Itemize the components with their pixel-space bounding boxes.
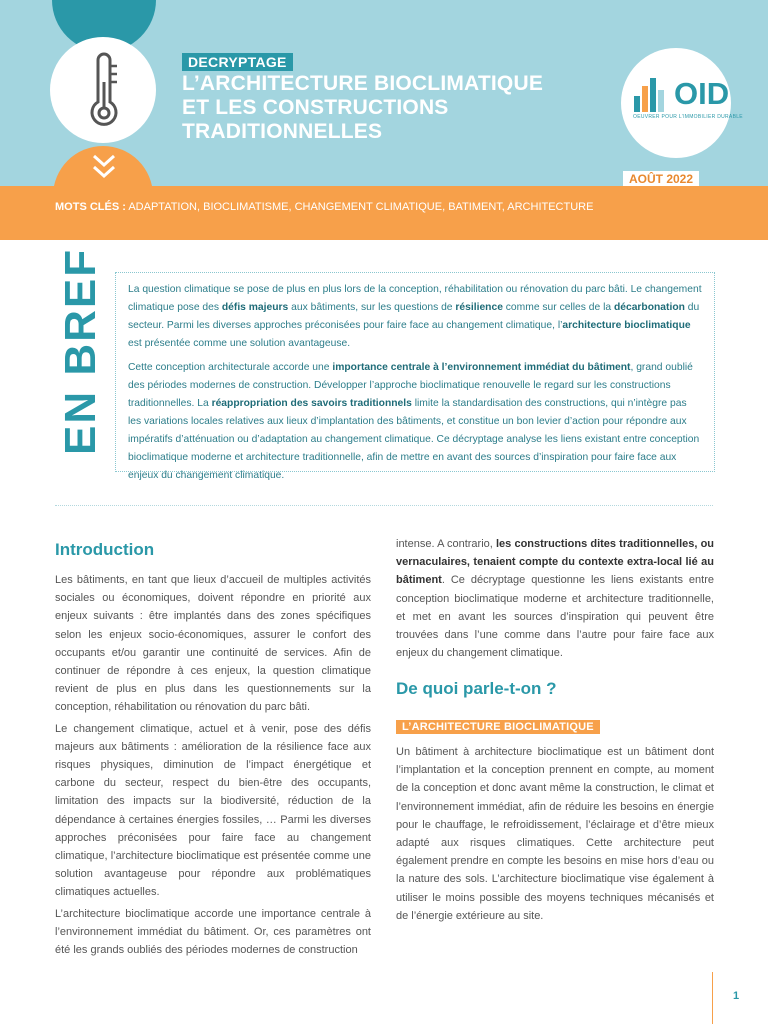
paragraph: Le changement climatique, actuel et à venir, pose des défis majeurs aux bâtiments : amélioration de la résilience face aux risques physiques, diminution de l’impact énergétique et carbone du secteur, respect du bien-être des occupants, limitation des impacts sur la biodiversité, réduction de la dépendance à certaines énergies fossiles, … Parmi les diverses approches préconisées pour faire face au changement climatique, l’architecture bioclimatique est présentée comme une solution avantageuse pour répondre aux problématiques climatiques actuelles. xyxy=(55,722,371,899)
title-line: L’ARCHITECTURE BIOCLIMATIQUE xyxy=(182,72,544,95)
emphasis-text: importance centrale à l’environnement immédiat du bâtiment xyxy=(332,362,631,373)
en-bref-heading: EN BREF xyxy=(56,247,105,455)
text-run: , grand oublié des périodes modernes de construction. Développer l’approche bioclimatique renouvelle le regard sur les constructions traditionnelles. La xyxy=(128,362,693,409)
text-run: . Ce décryptage questionne les liens existants entre conception bioclimatique moderne et architecture traditionnelle, et met en avant les sources d’inspiration qui peuvent être trouvées dans l’une comme dans l’autre pour faire face aux enjeux du changement climatique. xyxy=(396,574,714,660)
keywords-text: ADAPTATION, BIOCLIMATISME, CHANGEMENT CLIMATIQUE, BATIMENT, ARCHITECTURE xyxy=(125,201,594,213)
paragraph: Les bâtiments, en tant que lieux d’accueil de multiples activités sociales ou économiques, doivent répondre en priorité aux enjeux suivants : être implantés dans des zones spécifiques selon les enjeux socio-économiques, assurer le confort des occupants et/ou garantir une continuité de services. Afin de continuer de répondre à ces enjeux, la question climatique revient de plus en plus dans les questionnements sur la conception, réhabilitation ou rénovation du parc bâti. xyxy=(55,574,371,714)
keywords-band xyxy=(0,186,768,240)
text-run: Cette conception architecturale accorde une xyxy=(128,362,333,373)
text-run: comme sur celles de la xyxy=(502,302,614,313)
date-badge: AOÛT 2022 xyxy=(623,171,699,186)
thermometer-icon xyxy=(84,52,124,132)
keywords xyxy=(55,201,593,213)
section-heading: De quoi parle-t-on ? xyxy=(396,679,557,698)
title-line: TRADITIONNELLES xyxy=(182,120,383,143)
section-divider xyxy=(55,505,713,506)
summary-paragraph xyxy=(128,359,702,485)
bioclimatic-column xyxy=(396,743,714,925)
header-band xyxy=(0,0,768,186)
emphasis-text: résilience xyxy=(455,302,503,313)
text-run: limite la standardisation des constructions, qui n’intègre pas les variations locales relatives aux lieux d’implantation des bâtiments, et constitue un bon levier d’action pour répondre aux impératifs d’atténuation ou d’adaptation au changement climatique. Ce décryptage analyse les liens existant entre conception bioclimatique moderne et architecture traditionnelle, afin de mettre en avant des sources d’inspiration pour faire face aux enjeux du changement climatique. xyxy=(128,398,700,481)
logo-subtitle: OEUVRER POUR L’IMMOBILIER DURABLE xyxy=(633,114,743,120)
paragraph: Un bâtiment à architecture bioclimatique est un bâtiment dont l’implantation et la conception prennent en compte, au moment de la conception et donc avant même la construction, le climat et l’environnement immédiat, afin de réduire les besoins en énergie pour le chauffage, le refroidissement, l’éclairage et d’être mieux adapté aux risques climatiques. Cette architecture peut également prendre en compte les besoins en mise hors d’eau ou la nature des sols. L’architecture bioclimatique vise également à utiliser le moins possible des moyens techniques mécanisés et de l’énergie extérieure au site. xyxy=(396,746,714,922)
page-title xyxy=(182,72,543,144)
text-run: La question climatique se pose de plus en plus lors de la conception, réhabilitation ou rénovation du parc bâti. Le changement climatique pose des xyxy=(128,284,702,313)
paragraph xyxy=(396,535,714,662)
paragraph: L’architecture bioclimatique accorde une importance centrale à l’environnement immédiat du bâtiment. Or, ces paramètres ont été les grands oubliés des périodes modernes de construction xyxy=(55,907,371,957)
subsection-tag: L’ARCHITECTURE BIOCLIMATIQUE xyxy=(396,720,600,734)
introduction-heading: Introduction xyxy=(55,540,155,559)
page-number: 1 xyxy=(733,990,740,1002)
summary-box xyxy=(115,272,715,481)
text-run: intense. A contrario, xyxy=(396,538,496,550)
text-run: du secteur. Parmi les diverses approches préconisées pour faire face au changement climatique, l’ xyxy=(128,302,700,331)
logo-text: OID xyxy=(674,76,730,111)
summary-paragraph xyxy=(128,281,702,353)
double-chevron-down-icon xyxy=(91,153,117,181)
emphasis-text: décarbonation xyxy=(613,302,685,313)
emphasis-text: réappropriation des savoirs traditionnels xyxy=(211,398,412,409)
oid-logo-mark xyxy=(632,74,672,114)
emphasis-text: les constructions dites traditionnelles, ou vernaculaires, tenaient compte du contexte extra-local lié au bâtiment xyxy=(396,538,715,587)
footer-rule xyxy=(712,972,713,1024)
introduction-column xyxy=(55,571,371,959)
text-run: est présentée comme une solution avantageuse. xyxy=(128,338,351,349)
keywords-label: MOTS CLÉS : xyxy=(55,201,126,213)
text-run: aux bâtiments, sur les questions de xyxy=(288,302,456,313)
introduction-continued xyxy=(396,535,714,662)
emphasis-text: défis majeurs xyxy=(221,302,289,313)
document-type-tag: DECRYPTAGE xyxy=(182,53,293,71)
emphasis-text: architecture bioclimatique xyxy=(562,320,691,331)
title-line: ET LES CONSTRUCTIONS xyxy=(182,96,449,119)
